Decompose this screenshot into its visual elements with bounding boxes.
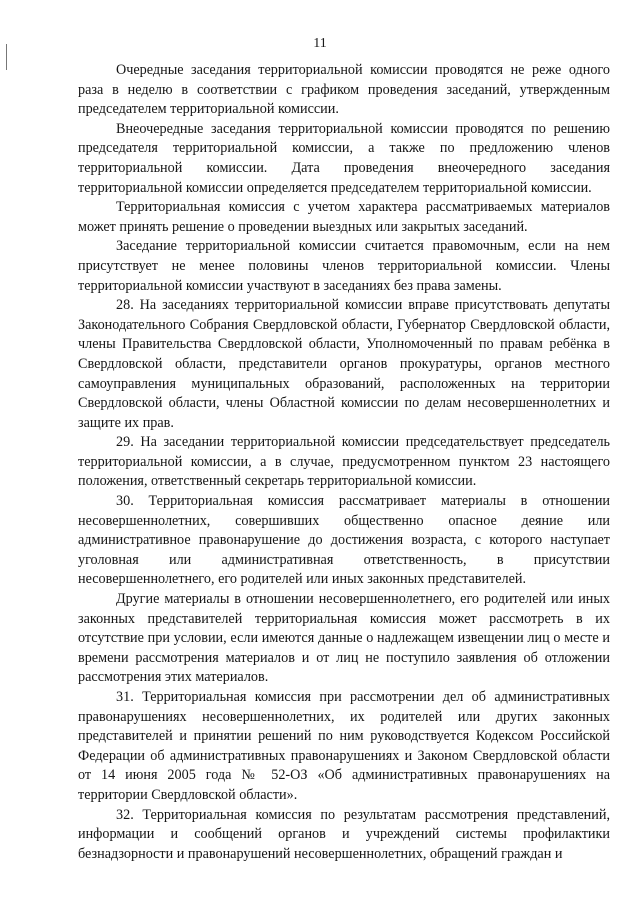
paragraph-extraordinary-meetings: Внеочередные заседания территориальной комиссии проводятся по решению председателя территориальной комиссии, а также по предложению членов территориальной комиссии. Дата проведения внеочередного заседания территориальной комиссии определяется председателем территориальной комиссии.: [78, 120, 610, 196]
paragraph-item-29: 29. На заседании территориальной комиссии председательствует председатель территориальной комиссии, а в случае, предусмотренном пунктом 23 настоящего положения, ответственный секретарь территориальной комиссии.: [78, 434, 610, 490]
document-body: [78, 61, 610, 864]
paragraph-regular-meetings: Очередные заседания территориальной комиссии проводятся не реже одного раза в неделю в соответствии с графиком проведения заседаний, утвержденным председателем территориальной комиссии.: [78, 62, 610, 118]
paragraph-item-31: 31. Территориальная комиссия при рассмотрении дел об административных правонарушениях несовершеннолетних, их родителей или других законных представителей и принятии решений по ним руководствуется Кодексом Российской Федерации об административных правонарушениях и Законом Свердловской области от 14 июня 2005 года № 52-ОЗ «Об административных правонарушениях на территории Свердловской области».: [78, 689, 610, 803]
paragraph-offsite-meetings: Территориальная комиссия с учетом характера рассматриваемых материалов может принять решение о проведении выездных или закрытых заседаний.: [78, 199, 610, 235]
paragraph-other-materials: Другие материалы в отношении несовершеннолетнего, его родителей или иных законных представителей территориальная комиссия может рассмотреть в их отсутствие при условии, если имеются данные о надлежащем извещении лиц о месте и времени рассмотрения материалов и от лиц не поступило заявления об отложении рассмотрения этих материалов.: [78, 591, 610, 686]
paragraph-item-30: 30. Территориальная комиссия рассматривает материалы в отношении несовершеннолетних, совершивших общественно опасное деяние или административное правонарушение до достижения возраста, с которого наступает уголовная или административная ответственность, в присутствии несовершеннолетнего, его родителей или иных законных представителей.: [78, 493, 610, 588]
paragraph-item-28: 28. На заседаниях территориальной комиссии вправе присутствовать депутаты Законодательного Собрания Свердловской области, Губернатор Свердловской области, члены Правительства Свердловской области, Уполномоченный по правам ребёнка в Свердловской области, представители органов прокуратуры, органов местного самоуправления муниципальных образований, расположенных на территории Свердловской области, члены Областной комиссии по делам несовершеннолетних и защите их прав.: [78, 297, 610, 431]
paragraph-quorum: Заседание территориальной комиссии считается правомочным, если на нем присутствует не менее половины членов территориальной комиссии. Члены территориальной комиссии участвуют в заседаниях без права замены.: [78, 238, 610, 294]
paragraph-item-32: 32. Территориальная комиссия по результатам рассмотрения представлений, информации и сообщений органов и учреждений системы профилактики безнадзорности и правонарушений несовершеннолетних, обращений граждан и: [78, 806, 610, 862]
page-number: 11: [313, 36, 327, 51]
